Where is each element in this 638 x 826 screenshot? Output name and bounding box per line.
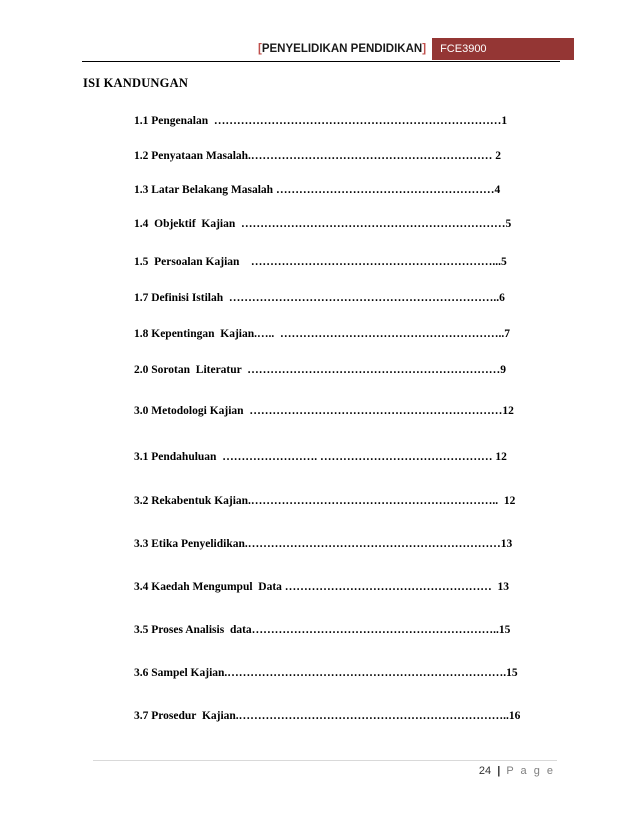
toc-entry[interactable]: 1.2 Penyataan Masalah.……………………………………………………… 2 xyxy=(134,150,502,162)
toc-entry[interactable]: 1.5 Persoalan Kajian ………………………………………………………...5 xyxy=(134,256,507,268)
toc-entry[interactable]: 1.8 Kepentingan Kajian.….. …………………………………………………..7 xyxy=(134,328,511,340)
page-label: P a g e xyxy=(506,765,555,777)
toc-entry[interactable]: 3.1 Pendahuluan ……………………. ……………………………………… 12 xyxy=(134,451,507,463)
header-divider xyxy=(82,61,560,62)
toc-entry[interactable]: 3.5 Proses Analisis data………………………………………………………..15 xyxy=(134,624,511,636)
toc-entry[interactable]: 1.4 Objektif Kajian ……………………………………………………………5 xyxy=(134,218,512,230)
footer-divider xyxy=(93,760,557,761)
header-title-text: PENYELIDIKAN PENDIDIKAN xyxy=(261,43,423,55)
page-header xyxy=(258,38,574,60)
toc-entry[interactable]: 1.3 Latar Belakang Masalah …………………………………………………4 xyxy=(134,184,501,196)
toc-entry[interactable]: 3.6 Sampel Kajian.……………………………………………………………….15 xyxy=(134,667,518,679)
toc-entry[interactable]: 1.1 Pengenalan …………………………………………………………………1 xyxy=(134,115,508,127)
footer-separator: | xyxy=(497,765,501,777)
toc-entry[interactable]: 3.3 Etika Penyelidikan.…………………………………………………………13 xyxy=(134,538,513,550)
toc-heading: ISI KANDUNGAN xyxy=(83,76,189,90)
header-bracket-close: ] xyxy=(422,43,427,55)
toc-entry[interactable]: 3.2 Rekabentuk Kajian.……………………………………………………….. 12 xyxy=(134,495,516,507)
page-number: 24 xyxy=(478,765,492,777)
toc-entry[interactable]: 3.0 Metodologi Kajian …………………………………………………………12 xyxy=(134,405,514,417)
toc-entry[interactable]: 2.0 Sorotan Literatur …………………………………………………………9 xyxy=(134,364,507,376)
toc-entry[interactable]: 3.4 Kaedah Mengumpul Data ……………………………………………… 13 xyxy=(134,581,510,593)
toc-entry[interactable]: 3.7 Prosedur Kajian.……………………………………………………………..16 xyxy=(134,710,521,722)
header-title xyxy=(258,43,432,55)
header-course-code: FCE3900 xyxy=(432,38,574,60)
header-bracket-open: [ xyxy=(258,43,262,55)
toc-entry[interactable]: 1.7 Definisi Istilah ……………………………………………………………..6 xyxy=(134,292,505,304)
page-footer xyxy=(479,765,555,777)
